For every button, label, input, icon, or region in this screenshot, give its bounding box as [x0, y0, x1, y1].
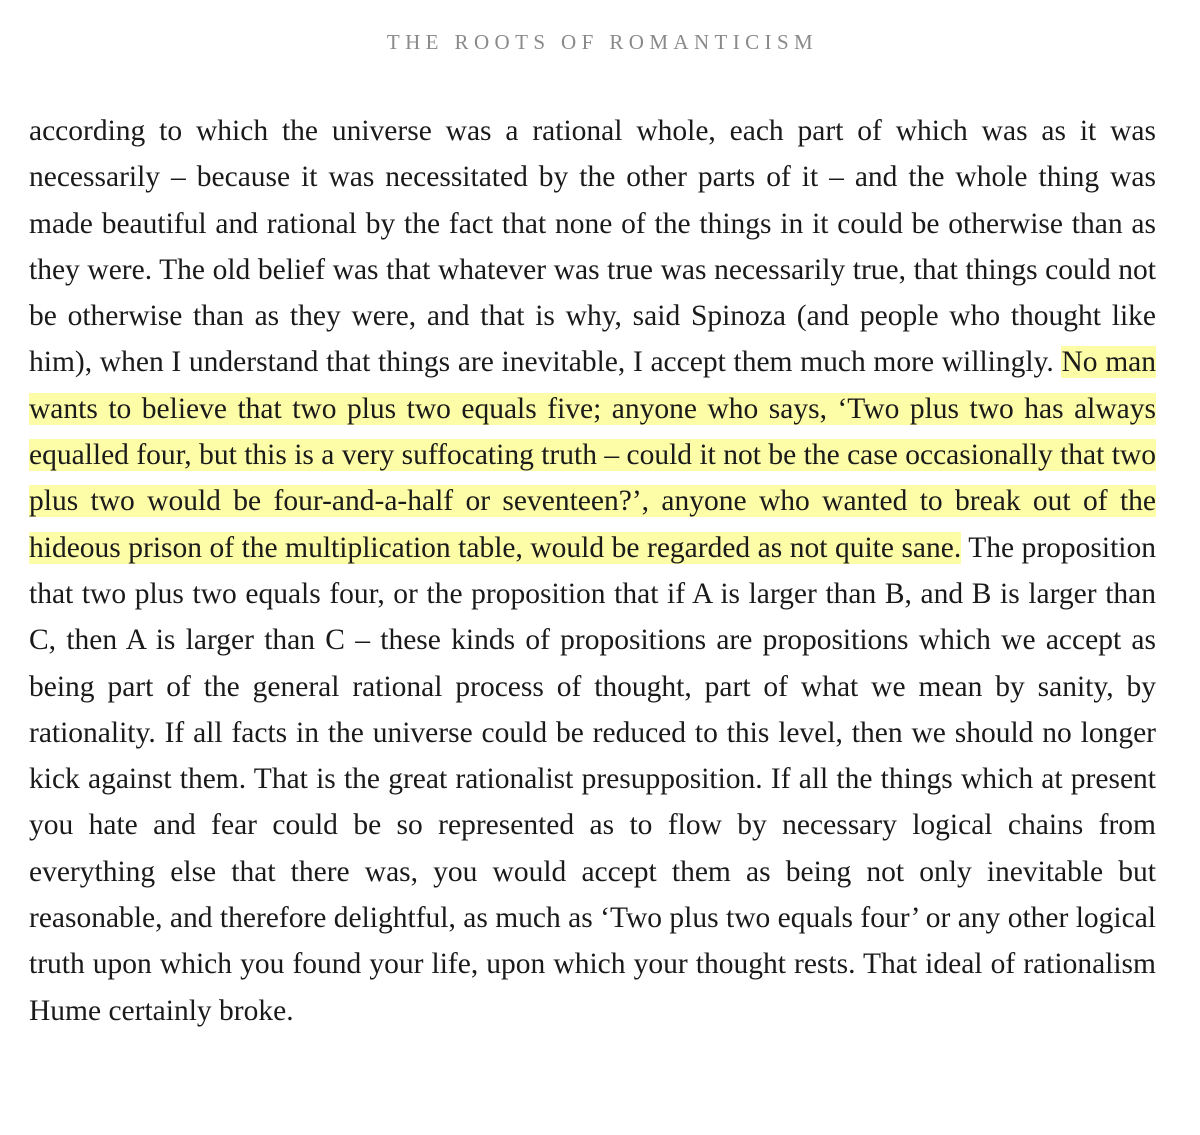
- highlighted-passage[interactable]: No man wants to believe that two plus two equals five; anyone who says, ‘Two plus two has always equalled four, but this is a very suffocating truth – could it not be the case occasionally that two plus two would be four-and-a-half or seventeen?’, anyone who wanted to break out of the hideous prison of the multiplication table, would be regarded as not quite sane.: [29, 346, 1157, 564]
- body-paragraph: [29, 108, 1156, 1034]
- text-after-highlight: The proposition that two plus two equals four, or the proposition that if A is larger than B, and B is larger than C, then A is larger than C – these kinds of propositions are propositions which we accept as being part of the general rational process of thought, part of what we mean by sanity, by rationality. If all facts in the universe could be reduced to this level, then we should no longer kick against them. That is the great rationalist presupposition. If all the things which at present you hate and fear could be so represented as to flow by necessary logical chains from everything else that there was, you would accept them as being not only inevitable but reasonable, and therefore delightful, as much as ‘Two plus two equals four’ or any other logical truth upon which you found your life, upon which your thought rests. That ideal of rationalism Hume certainly broke.: [29, 531, 1156, 1027]
- text-before-highlight: according to which the universe was a rational whole, each part of which was as it was necessarily – because it was necessitated by the other parts of it – and the whole thing was made beautiful and rational by the fact that none of the things in it could be otherwise than as they were. The old belief was that whatever was true was necessarily true, that things could not be otherwise than as they were, and that is why, said Spinoza (and people who thought like him), when I understand that things are inevitable, I accept them much more willingly.: [29, 115, 1156, 379]
- running-head: THE ROOTS OF ROMANTICISM: [386, 30, 819, 54]
